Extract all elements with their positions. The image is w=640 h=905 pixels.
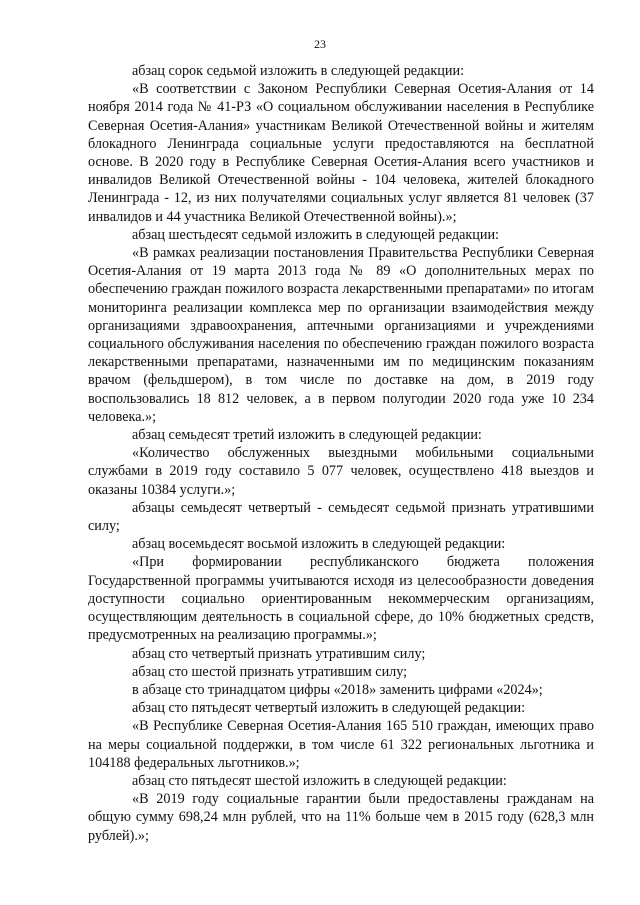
paragraph: абзац восемьдесят восьмой изложить в следующей редакции: bbox=[132, 536, 506, 553]
paragraph: абзацы семьдесят четвертый - семьдесят седьмой признать утратившими силу; bbox=[88, 499, 594, 535]
paragraph: «В 2019 году социальные гарантии были предоставлены гражданам на общую сумму 698,24 млн рублей, что на 11% больше чем в 2015 году (628,3 млн рублей).»; bbox=[88, 791, 594, 844]
paragraph: абзац сто четвертый признать утратившим силу; bbox=[132, 645, 426, 662]
paragraph: «Количество обслуженных выездными мобильными социальными службами в 2019 году составило 5 077 человек, осуществлено 418 выездов и оказаны 10384 услуги.»; bbox=[88, 445, 594, 498]
paragraph: «В рамках реализации постановления Правительства Республики Северная Осетия-Алания от 19 марта 2013 года № 89 «О дополнительных мерах по обеспечению граждан пожилого возраста лекарственными препаратами» по итогам мониторинга реализации комплекса мер по организации взаимодействия между организациями здравоохранения, аптечными организациями и учреждениями социального обслуживания населения по обеспечению граждан пожилого возраста лекарственными препаратами, назначенными им по медицинским показаниям врачом (фельдшером), в том числе по доставке на дом, в 2019 году воспользовались 18 812 человек, а в первом полугодии 2020 года уже 10 234 человека.»; bbox=[88, 245, 594, 425]
paragraph: «При формировании республиканского бюджета положения Государственной программы учитываются исходя из целесообразности доведения доступности социально ориентированным некоммерческим организациям, осуществляющим деятельность в социальной сфере, до 10% бюджетных средств, предусмотренных на реализацию программы.»; bbox=[88, 554, 594, 644]
paragraph: абзац семьдесят третий изложить в следующей редакции: bbox=[132, 427, 482, 444]
paragraph: в абзаце сто тринадцатом цифры «2018» заменить цифрами «2024»; bbox=[132, 681, 543, 698]
paragraph: абзац сто пятьдесят шестой изложить в следующей редакции: bbox=[132, 772, 507, 789]
paragraph: «В соответствии с Законом Республики Северная Осетия-Алания от 14 ноября 2014 года № 41-РЗ «О социальном обслуживании населения в Республике Северная Осетия-Алания» участникам Великой Отечественной войны и жителям блокадного Ленинграда социальные услуги предоставляются на бесплатной основе. В 2020 году в Республике Северная Осетия-Алания всего участников и инвалидов Великой Отечественной войны - 104 человека, жителей блокадного Ленинграда - 12, из них получателями социальных услуг является 81 человек (37 инвалидов и 44 участника Великой Отечественной войны).»; bbox=[88, 81, 594, 225]
paragraph: абзац сорок седьмой изложить в следующей редакции: bbox=[132, 63, 465, 79]
paragraph: абзац сто пятьдесят четвертый изложить в следующей редакции: bbox=[132, 700, 526, 717]
document-body bbox=[88, 62, 594, 845]
paragraph: «В Республике Северная Осетия-Алания 165 510 граждан, имеющих право на меры социальной поддержки, в том числе 61 322 региональных льготника и 104188 федеральных льготников.»; bbox=[88, 718, 594, 771]
paragraph: абзац шестьдесят седьмой изложить в следующей редакции: bbox=[132, 226, 499, 243]
paragraph: абзац сто шестой признать утратившим силу; bbox=[132, 663, 408, 680]
page-number: 23 bbox=[314, 37, 326, 51]
